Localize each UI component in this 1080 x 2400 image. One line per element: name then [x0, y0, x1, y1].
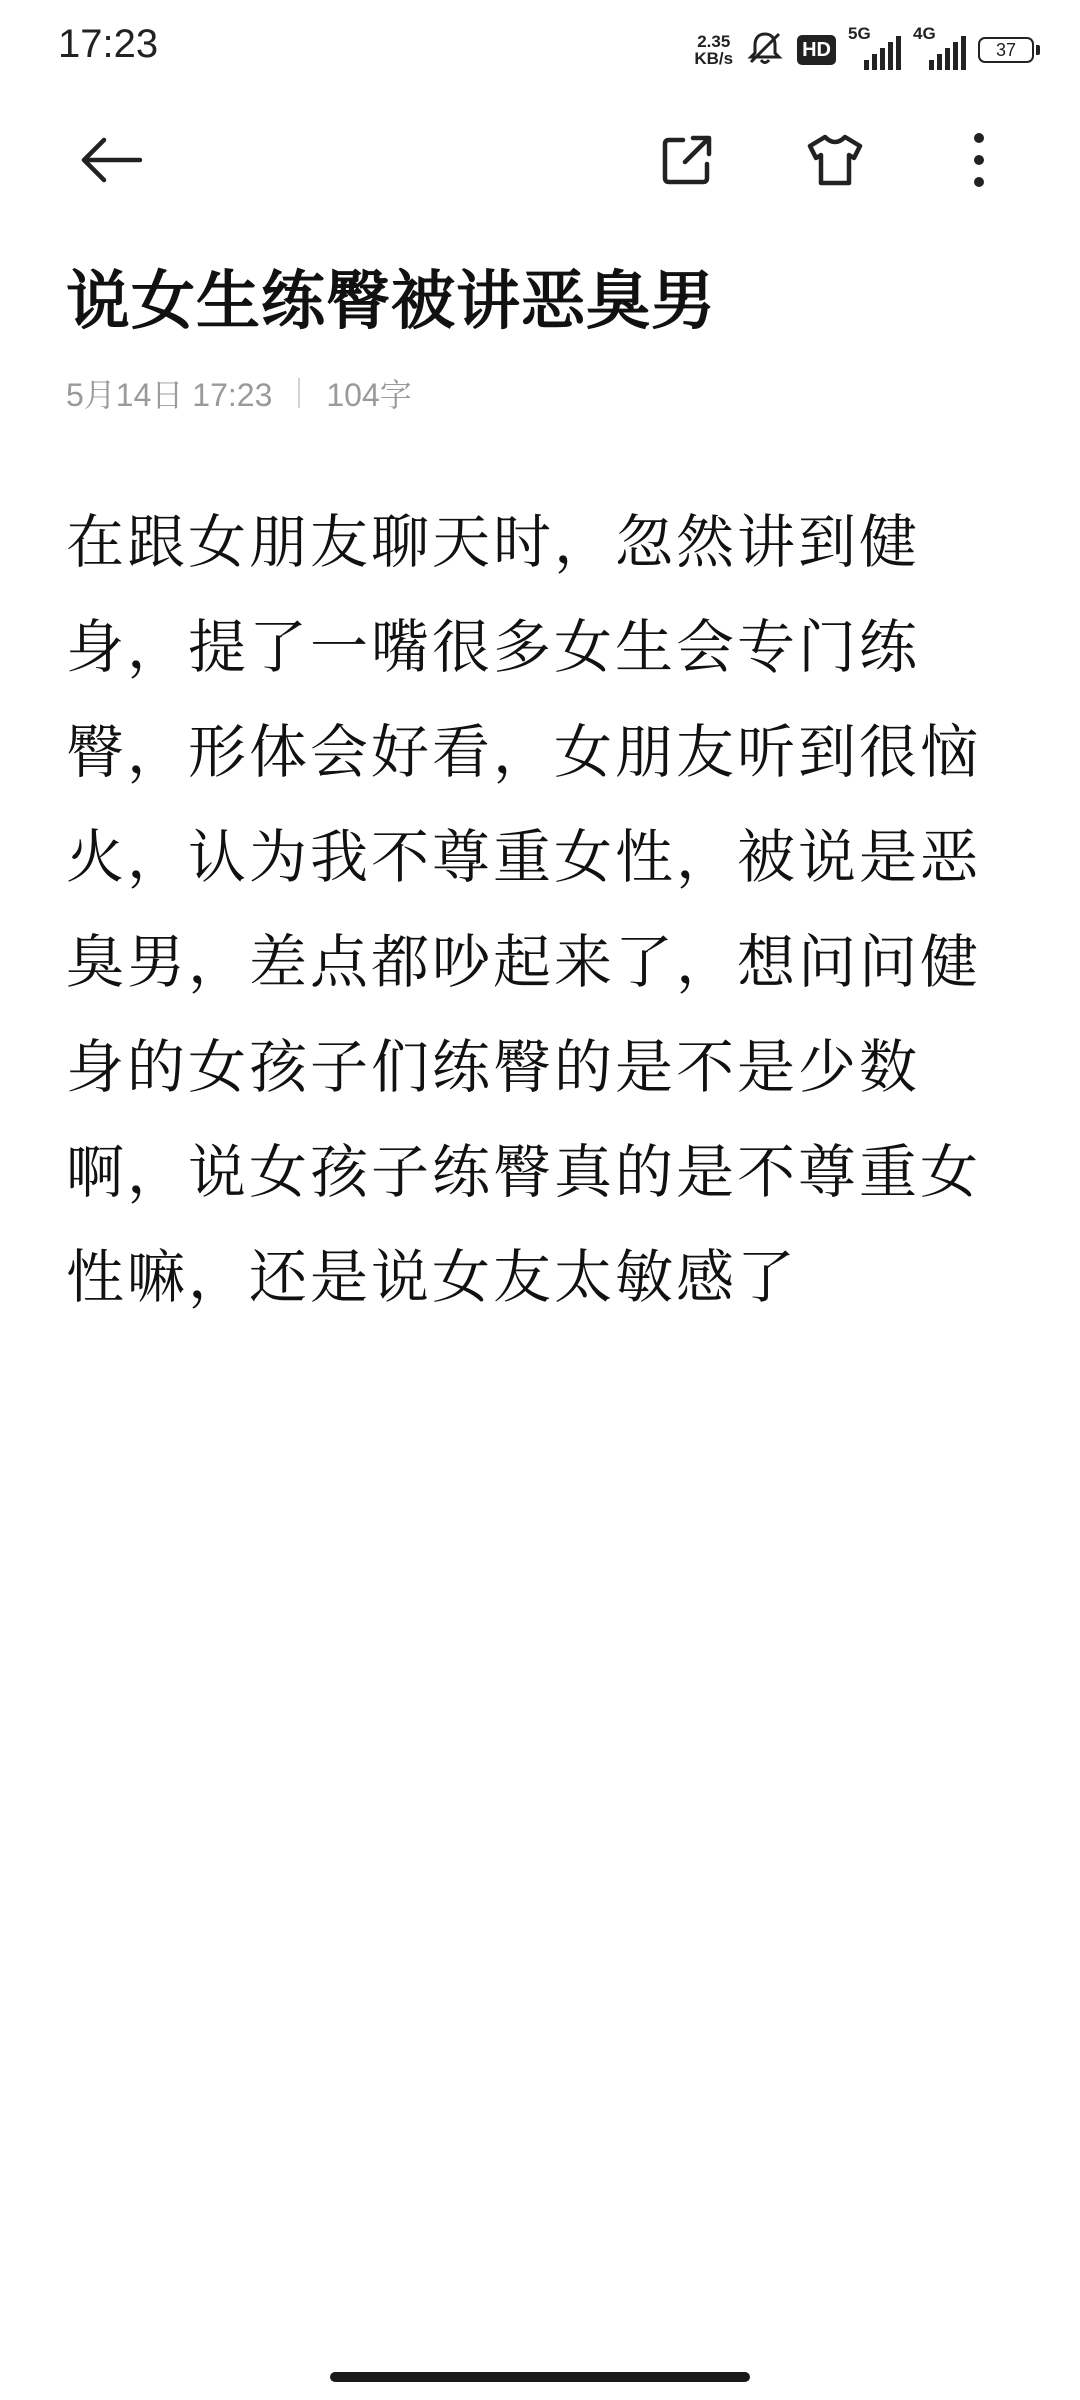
mute-bell-icon: [745, 28, 785, 72]
network-speed-unit: KB/s: [694, 49, 734, 68]
note-body-text[interactable]: 在跟女朋友聊天时，忽然讲到健身，提了一嘴很多女生会专门练臀，形体会好看，女朋友听到很恼火，认为我不尊重女性，被说是恶臭男，差点都吵起来了，想问问健身的女孩子们练臀的是不是少数啊，说女孩子练臀真的是不尊重女性嘛，还是说女友太敏感了: [66, 508, 982, 1311]
home-indicator[interactable]: [330, 2372, 750, 2382]
note-date: 5月14日 17:23: [66, 377, 273, 413]
note-meta: [66, 370, 412, 416]
sim1-network-label: 5G: [848, 24, 871, 43]
signal-icon-sim2: [913, 24, 966, 70]
signal-icon-sim1: [848, 24, 901, 70]
more-options-button[interactable]: [944, 125, 1014, 195]
network-speed: [694, 33, 733, 67]
note-char-count: 104字: [326, 377, 412, 413]
note-title[interactable]: 说女生练臀被讲恶臭男: [66, 265, 716, 339]
network-speed-value: 2.35: [697, 32, 731, 51]
theme-button[interactable]: [800, 125, 870, 195]
back-arrow-icon: [78, 135, 144, 185]
status-time: 17:23: [58, 22, 159, 66]
meta-divider: [298, 378, 300, 408]
more-vertical-icon: [972, 132, 986, 188]
status-bar: [0, 0, 1080, 100]
hd-icon: HD: [797, 35, 836, 65]
note-toolbar: [0, 110, 1080, 210]
status-icons: [694, 22, 1040, 78]
battery-level: 37: [978, 37, 1034, 63]
sim2-network-label: 4G: [913, 24, 936, 43]
battery-icon: [978, 37, 1040, 63]
back-button[interactable]: [76, 125, 146, 195]
share-button[interactable]: [652, 125, 722, 195]
theme-shirt-icon: [805, 132, 865, 188]
share-external-icon: [659, 132, 715, 188]
